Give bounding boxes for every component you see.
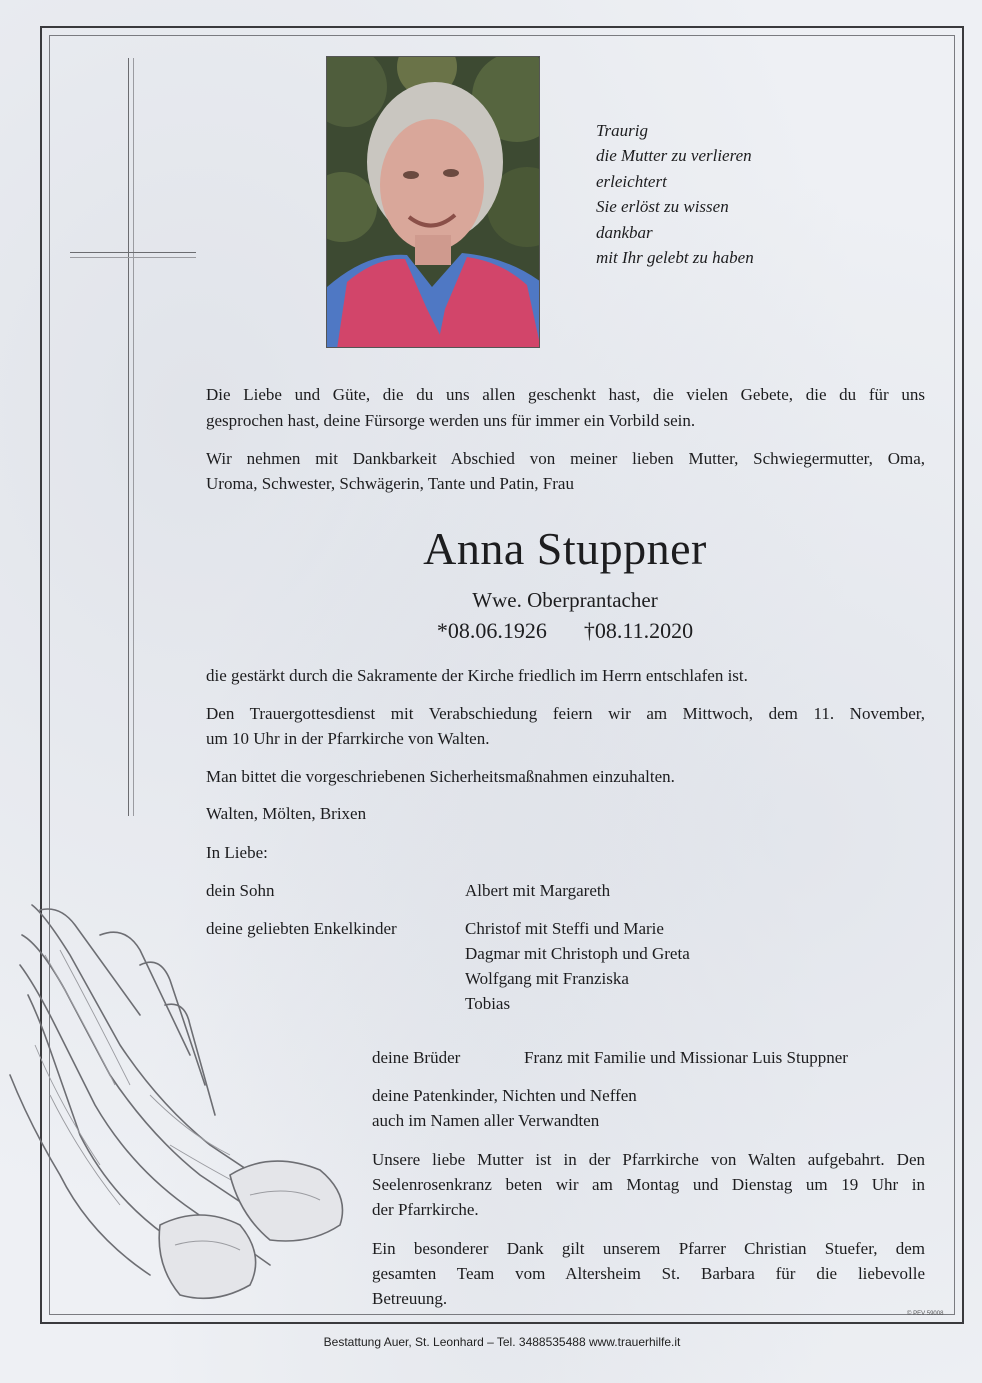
death-date: †08.11.2020 [583, 618, 694, 643]
grandchildren-label: deine geliebten Enkelkinder [206, 919, 397, 938]
sacraments-text: die gestärkt durch die Sakramente der Kirche friedlich im Herrn entschlafen ist. [206, 666, 748, 685]
thanks-line: gesamten Team vom Altersheim St. Barbara für die liebevolle [372, 1264, 925, 1283]
praying-hands-icon [0, 895, 356, 1315]
deceased-subtitle: Wwe. Oberprantacher [472, 588, 658, 612]
grandchild-entry: Dagmar mit Christoph und Greta [465, 944, 690, 963]
copyright-mark: © PEV 59008 [907, 1311, 944, 1317]
places-text: Walten, Mölten, Brixen [206, 804, 367, 823]
grandchild-entry: Wolfgang mit Franziska [465, 969, 629, 988]
life-dates [205, 617, 925, 645]
intro-line: Uroma, Schwester, Schwägerin, Tante und Patin, Frau [206, 474, 574, 493]
service-line: um 10 Uhr in der Pfarrkirche von Walten. [206, 729, 490, 748]
brothers-names: Franz mit Familie und Missionar Luis Stuppner [524, 1048, 848, 1067]
poem-line: die Mutter zu verlieren [596, 146, 752, 166]
poem-line: Traurig [596, 121, 648, 140]
intro-line: Wir nehmen mit Dankbarkeit Abschied von meiner lieben Mutter, Schwiegermutter, Oma, [206, 449, 925, 468]
thanks-line: Betreuung. [372, 1289, 448, 1308]
son-label: dein Sohn [206, 881, 275, 900]
grandchild-entry: Christof mit Steffi und Marie [465, 919, 664, 938]
portrait-photo [326, 56, 540, 348]
godchildren-text: deine Patenkinder, Nichten und Neffen [372, 1086, 637, 1105]
laid-out-line: Unsere liebe Mutter ist in der Pfarrkirche von Walten aufgebahrt. Den [372, 1150, 925, 1169]
service-line: Den Trauergottesdienst mit Verabschiedung feiern wir am Mittwoch, dem 11. November, [206, 704, 925, 723]
thanks-line: Ein besonderer Dank gilt unserem Pfarrer Christian Stuefer, dem [372, 1239, 925, 1258]
deceased-name: Anna Stuppner [423, 523, 707, 574]
grandchild-entry: Tobias [465, 994, 511, 1013]
relatives-text: auch im Namen aller Verwandten [372, 1111, 600, 1130]
brothers-label: deine Brüder [372, 1048, 461, 1067]
birth-date: *08.06.1926 [436, 618, 547, 643]
safety-text: Man bittet die vorgeschriebenen Sicherheitsmaßnahmen einzuhalten. [206, 767, 675, 786]
poem-line: erleichtert [596, 171, 667, 191]
footer-contact: Bestattung Auer, St. Leonhard – Tel. 3488535488 www.trauerhilfe.it [323, 1335, 681, 1349]
intro-line: Die Liebe und Güte, die du uns allen geschenkt hast, die vielen Gebete, die du für uns [206, 385, 925, 404]
in-love-text: In Liebe: [206, 843, 268, 862]
son-names: Albert mit Margareth [465, 881, 611, 900]
poem-line: mit Ihr gelebt zu haben [596, 248, 754, 268]
laid-out-line: Seelenrosenkranz beten wir am Montag und Dienstag um 19 Uhr in [372, 1175, 925, 1194]
laid-out-line: der Pfarrkirche. [372, 1200, 479, 1219]
poem-line: dankbar [596, 222, 653, 242]
poem [596, 118, 896, 270]
intro-line: gesprochen hast, deine Fürsorge werden uns für immer ein Vorbild sein. [206, 411, 696, 430]
poem-line: Sie erlöst zu wissen [596, 197, 729, 217]
